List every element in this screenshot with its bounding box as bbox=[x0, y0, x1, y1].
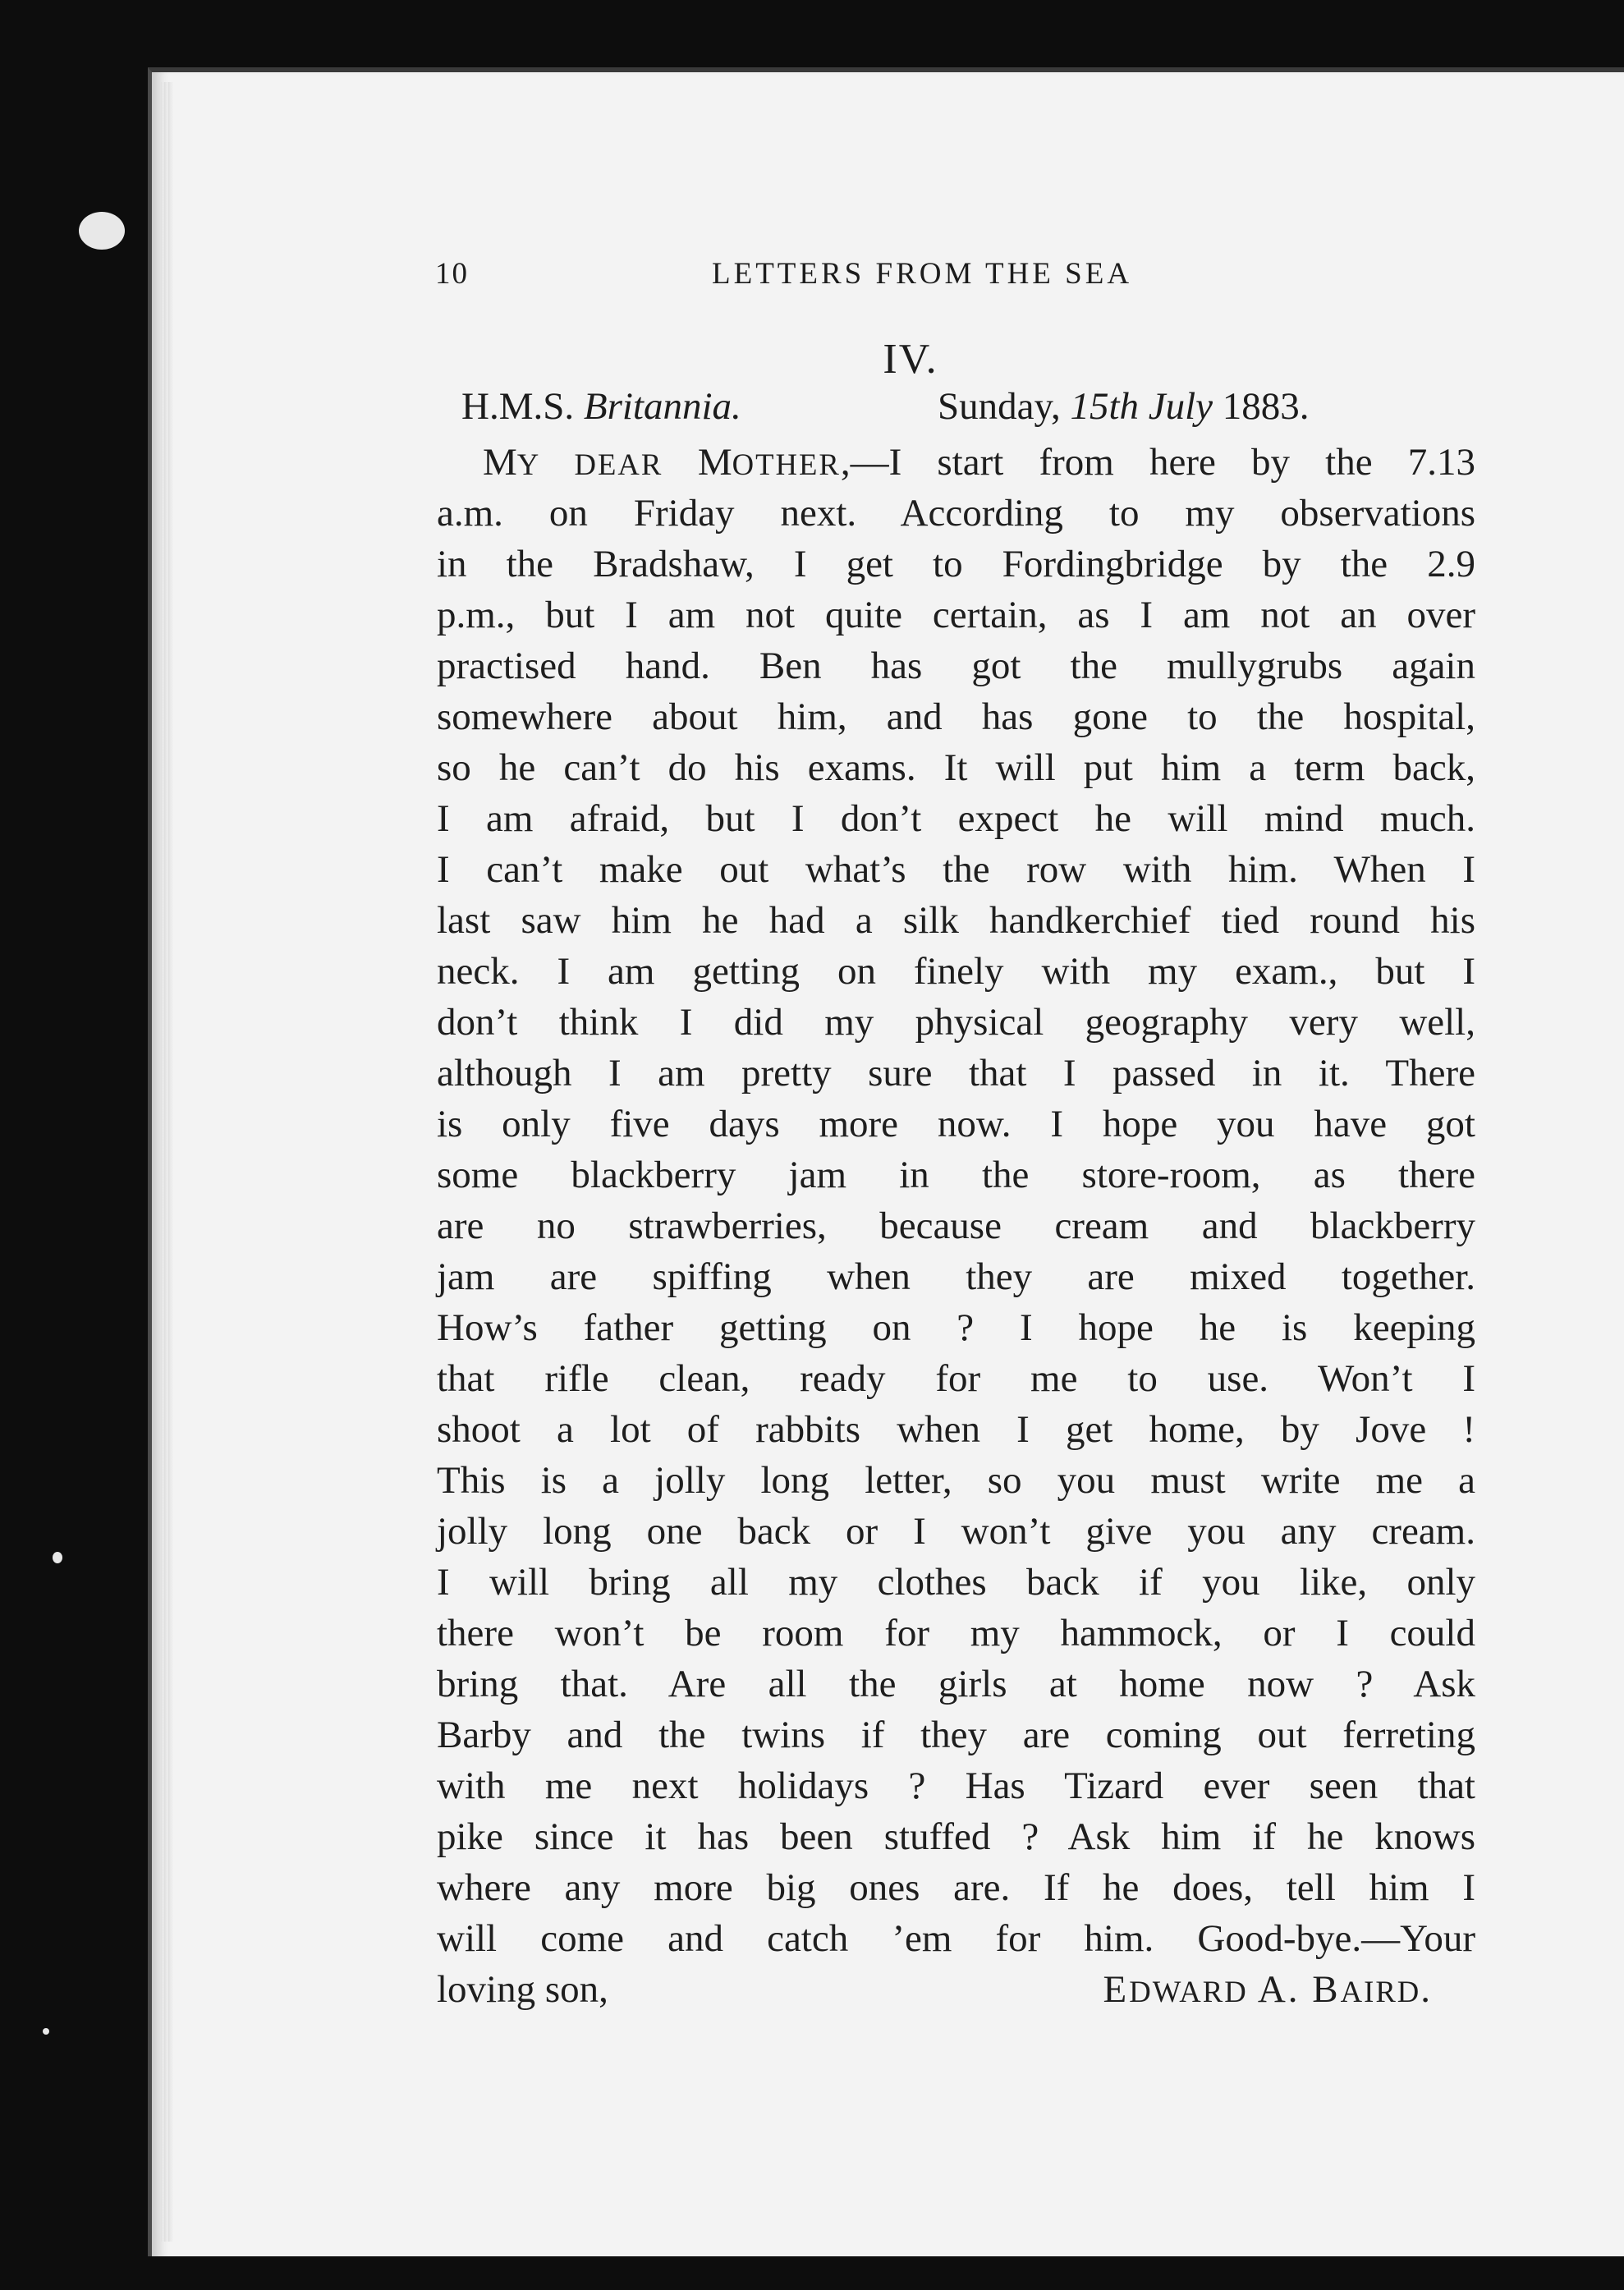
body-line: will come and catch ’em for him. Good-bye.—Your bbox=[437, 1917, 1475, 1960]
body-line: Barby and the twins if they are coming out ferreting bbox=[437, 1714, 1475, 1756]
body-line: where any more big ones are. If he does, tell him I bbox=[437, 1866, 1475, 1909]
page-number: 10 bbox=[435, 257, 469, 291]
date-day: Sunday, bbox=[938, 385, 1071, 428]
body-line: a.m. on Friday next. According to my observations bbox=[437, 492, 1475, 535]
letter-body bbox=[437, 437, 1475, 2015]
body-line: neck. I am getting on finely with my exam., but I bbox=[437, 950, 1475, 993]
signature-cap: E bbox=[1103, 1968, 1130, 2011]
body-line: last saw him he had a silk handkerchief tied round his bbox=[437, 899, 1475, 942]
signature-initial: A. bbox=[1247, 1968, 1313, 2011]
ship-prefix: H.M.S. bbox=[461, 385, 584, 428]
body-line: p.m., but I am not quite certain, as I am not an over bbox=[437, 594, 1475, 636]
body-line: are no strawberries, because cream and blackberry bbox=[437, 1205, 1475, 1247]
signature-smallcaps-2: AIRD bbox=[1340, 1975, 1421, 2008]
closing-line bbox=[437, 1964, 1475, 2015]
dust-speck bbox=[43, 2028, 49, 2035]
body-line: jam are spiffing when they are mixed together. bbox=[437, 1255, 1475, 1298]
body-line: don’t think I did my physical geography very well, bbox=[437, 1001, 1475, 1044]
date-year: 1883. bbox=[1213, 385, 1310, 428]
signature bbox=[1103, 1964, 1433, 2017]
letter-number-heading: IV. bbox=[883, 336, 938, 383]
date-italic: 15th July bbox=[1070, 385, 1213, 428]
body-line: This is a jolly long letter, so you must write me a bbox=[437, 1459, 1475, 1502]
body-line: somewhere about him, and has gone to the hospital, bbox=[437, 695, 1475, 738]
salutation-smallcaps-2: OTHER bbox=[732, 447, 841, 481]
body-line: although I am pretty sure that I passed in it. There bbox=[437, 1052, 1475, 1095]
salutation-smallcaps: Y DEAR bbox=[516, 447, 698, 481]
body-line: so he can’t do his exams. It will put him a term back, bbox=[437, 746, 1475, 789]
body-line: some blackberry jam in the store-room, as there bbox=[437, 1154, 1475, 1196]
salutation-cap-2: M bbox=[697, 441, 732, 484]
closing-text: loving son, bbox=[437, 1968, 608, 2011]
body-line: I will bring all my clothes back if you like, only bbox=[437, 1561, 1475, 1604]
body-line: that rifle clean, ready for me to use. Won’t I bbox=[437, 1357, 1475, 1400]
letter-date bbox=[938, 384, 1310, 429]
salutation-text: ,—I start from here by the 7.13 bbox=[840, 441, 1475, 484]
body-line: How’s father getting on ? I hope he is keeping bbox=[437, 1306, 1475, 1349]
paper-fragment bbox=[79, 212, 125, 250]
running-head bbox=[435, 256, 1478, 297]
letter-dateline bbox=[461, 384, 1430, 437]
body-line: pike since it has been stuffed ? Ask him if he knows bbox=[437, 1815, 1475, 1858]
signature-cap-2: B bbox=[1312, 1968, 1341, 2011]
page-stack-edge bbox=[161, 82, 172, 2242]
salutation-line bbox=[437, 437, 1475, 488]
signature-period: . bbox=[1420, 1968, 1433, 2011]
body-line: shoot a lot of rabbits when I get home, by Jove ! bbox=[437, 1408, 1475, 1451]
book-title-header: LETTERS FROM THE SEA bbox=[712, 257, 1133, 291]
body-line: bring that. Are all the girls at home now ? Ask bbox=[437, 1663, 1475, 1705]
body-line: with me next holidays ? Has Tizard ever seen that bbox=[437, 1765, 1475, 1807]
body-line: in the Bradshaw, I get to Fordingbridge by the 2.9 bbox=[437, 543, 1475, 585]
body-line: jolly long one back or I won’t give you any cream. bbox=[437, 1510, 1475, 1553]
dust-speck bbox=[53, 1552, 62, 1563]
body-line: I am afraid, but I don’t expect he will mind much. bbox=[437, 797, 1475, 840]
salutation-cap: M bbox=[483, 441, 517, 484]
signature-smallcaps: DWARD bbox=[1129, 1975, 1248, 2008]
body-line: I can’t make out what’s the row with him. When I bbox=[437, 848, 1475, 891]
body-line: there won’t be room for my hammock, or I could bbox=[437, 1612, 1475, 1654]
body-line: is only five days more now. I hope you have got bbox=[437, 1103, 1475, 1145]
body-line: practised hand. Ben has got the mullygrubs again bbox=[437, 645, 1475, 687]
ship-name-italic: Britannia. bbox=[583, 385, 741, 428]
ship-name bbox=[461, 384, 741, 429]
